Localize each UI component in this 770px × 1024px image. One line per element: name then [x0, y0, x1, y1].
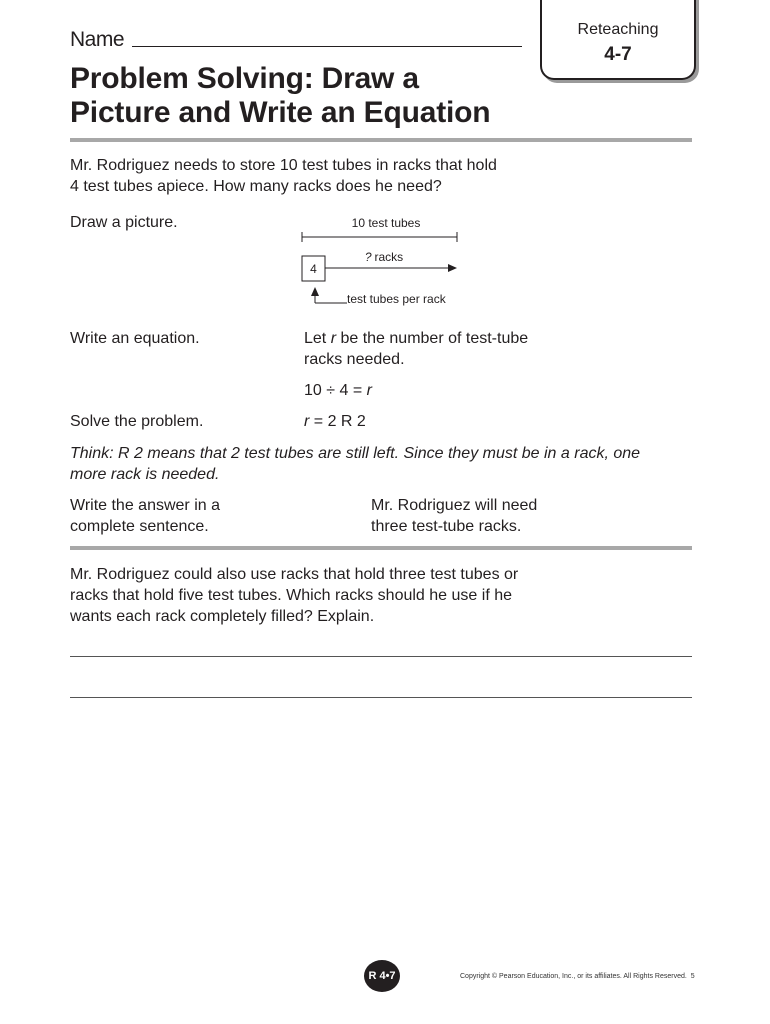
think-line-2: more rack is needed.: [70, 466, 220, 483]
divider-top: [70, 138, 692, 142]
problem-statement: [70, 155, 497, 197]
extension-line-2: racks that hold five test tubes. Which racks should he use if he: [70, 587, 512, 604]
extension-question: [70, 564, 518, 627]
solve-label: Solve the problem.: [70, 413, 204, 430]
think-line-1: Think: R 2 means that 2 test tubes are still left. Since they must be in a rack, one: [70, 445, 641, 462]
racks-label: ? racks: [364, 250, 404, 264]
variable-definition: [304, 328, 528, 370]
copyright-text: Copyright © Pearson Education, Inc., or its affiliates. All Rights Reserved.: [460, 973, 687, 980]
answer-sentence: [371, 495, 537, 537]
answer-line-2: three test-tube racks.: [371, 518, 522, 535]
variable-definition-line-2: racks needed.: [304, 351, 405, 368]
answer-line-1: Mr. Rodriguez will need: [371, 497, 538, 514]
per-rack-label: test tubes per rack: [347, 292, 446, 306]
title-line-2: Picture and Write an Equation: [70, 96, 491, 129]
answer-label: [70, 495, 220, 537]
equation-label: Write an equation.: [70, 330, 200, 347]
problem-line-1: Mr. Rodriguez needs to store 10 test tubes in racks that hold: [70, 157, 497, 174]
title-line-1: Problem Solving: Draw a: [70, 62, 419, 95]
rack-box-value: 4: [310, 262, 317, 276]
page-number: 5: [690, 973, 695, 980]
solution-value: = 2 R 2: [309, 413, 366, 430]
answer-label-line-1: Write the answer in a: [70, 497, 220, 514]
page-title: [70, 62, 490, 130]
name-label: Name: [70, 28, 125, 51]
equation-var: r: [366, 382, 372, 399]
extension-line-3: wants each rack completely filled? Explain.: [70, 608, 375, 625]
draw-label: Draw a picture.: [70, 214, 178, 231]
think-note: [70, 443, 640, 485]
equation: [304, 380, 372, 401]
lesson-tab: [540, 0, 696, 80]
page-badge: R 4•7: [364, 960, 400, 992]
tab-label: Reteaching: [577, 21, 659, 38]
arrow-head-up: [311, 287, 319, 296]
answer-line-blank-1[interactable]: [70, 656, 692, 657]
answer-label-line-2: complete sentence.: [70, 518, 209, 535]
solution: [304, 411, 366, 432]
total-label: 10 test tubes: [351, 216, 421, 230]
let-text: Let: [304, 330, 331, 347]
variable-r: r: [330, 330, 337, 347]
copyright-notice: [460, 973, 695, 980]
answer-line-blank-2[interactable]: [70, 697, 692, 698]
bar-diagram: [295, 212, 470, 312]
variable-definition-line-1: [304, 328, 528, 349]
solution-var: r: [304, 413, 310, 430]
divider-middle: [70, 546, 692, 550]
tab-number: 4-7: [604, 44, 632, 65]
arrow-head-right: [448, 264, 457, 272]
extension-line-1: Mr. Rodriguez could also use racks that hold three test tubes or: [70, 566, 519, 583]
equation-left: 10 ÷ 4 =: [304, 382, 367, 399]
name-line: [132, 46, 522, 47]
problem-line-2: 4 test tubes apiece. How many racks does he need?: [70, 178, 442, 195]
let-text-rest: be the number of test-tube: [336, 330, 529, 347]
